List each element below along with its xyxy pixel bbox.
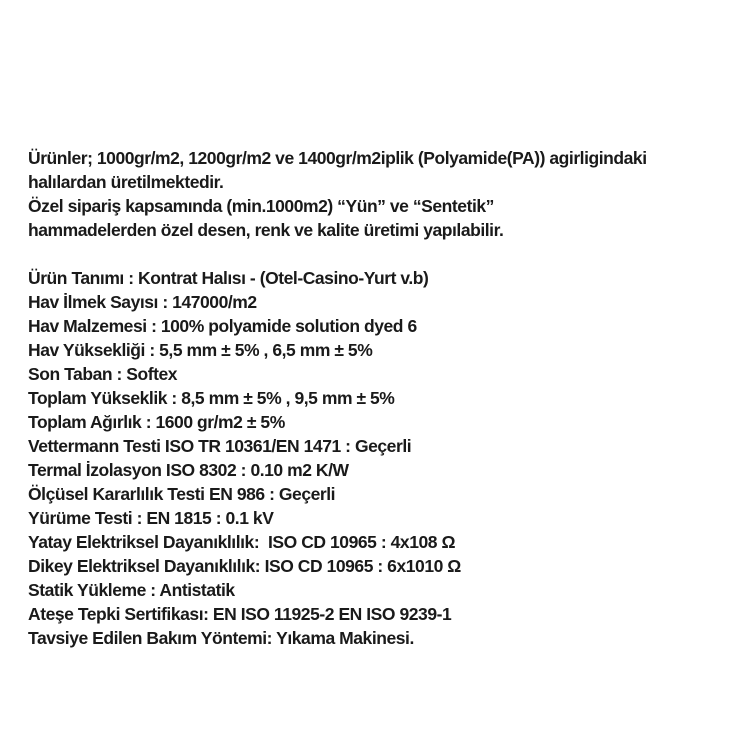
spec-line: Son Taban : Softex — [28, 364, 178, 384]
intro-line: Özel sipariş kapsamında (min.1000m2) “Yün” ve “Sentetik” — [28, 196, 494, 216]
spec-line: Termal İzolasyon ISO 8302 : 0.10 m2 K/W — [28, 460, 349, 480]
intro-paragraph — [28, 146, 738, 242]
spec-line: Ölçüsel Kararlılık Testi EN 986 : Geçerli — [28, 484, 336, 504]
intro-line: hammadelerden özel desen, renk ve kalite üretimi yapılabilir. — [28, 220, 504, 240]
paragraph-gap — [28, 242, 738, 266]
spec-list — [28, 266, 738, 650]
spec-line: Hav Malzemesi : 100% polyamide solution dyed 6 — [28, 316, 417, 336]
spec-line: Yürüme Testi : EN 1815 : 0.1 kV — [28, 508, 274, 528]
spec-line: Hav İlmek Sayısı : 147000/m2 — [28, 292, 257, 312]
spec-line: Dikey Elektriksel Dayanıklılık: ISO CD 10965 : 6x1010 Ω — [28, 556, 461, 576]
spec-line: Hav Yüksekliği : 5,5 mm ± 5% , 6,5 mm ± 5% — [28, 340, 373, 360]
spec-line: Vettermann Testi ISO TR 10361/EN 1471 : Geçerli — [28, 436, 412, 456]
intro-line: halılardan üretilmektedir. — [28, 172, 224, 192]
spec-line: Toplam Yükseklik : 8,5 mm ± 5% , 9,5 mm ± 5% — [28, 388, 395, 408]
spec-line: Yatay Elektriksel Dayanıklılık: ISO CD 10965 : 4x108 Ω — [28, 532, 456, 552]
spec-line: Tavsiye Edilen Bakım Yöntemi: Yıkama Makinesi. — [28, 628, 414, 648]
spec-line: Statik Yükleme : Antistatik — [28, 580, 235, 600]
spec-line: Ateşe Tepki Sertifikası: EN ISO 11925-2 EN ISO 9239-1 — [28, 604, 452, 624]
product-spec-sheet — [28, 146, 738, 650]
spec-line: Ürün Tanımı : Kontrat Halısı - (Otel-Casino-Yurt v.b) — [28, 268, 429, 288]
spec-line: Toplam Ağırlık : 1600 gr/m2 ± 5% — [28, 412, 285, 432]
intro-line: Ürünler; 1000gr/m2, 1200gr/m2 ve 1400gr/m2iplik (Polyamide(PA)) agirligindaki — [28, 148, 647, 168]
